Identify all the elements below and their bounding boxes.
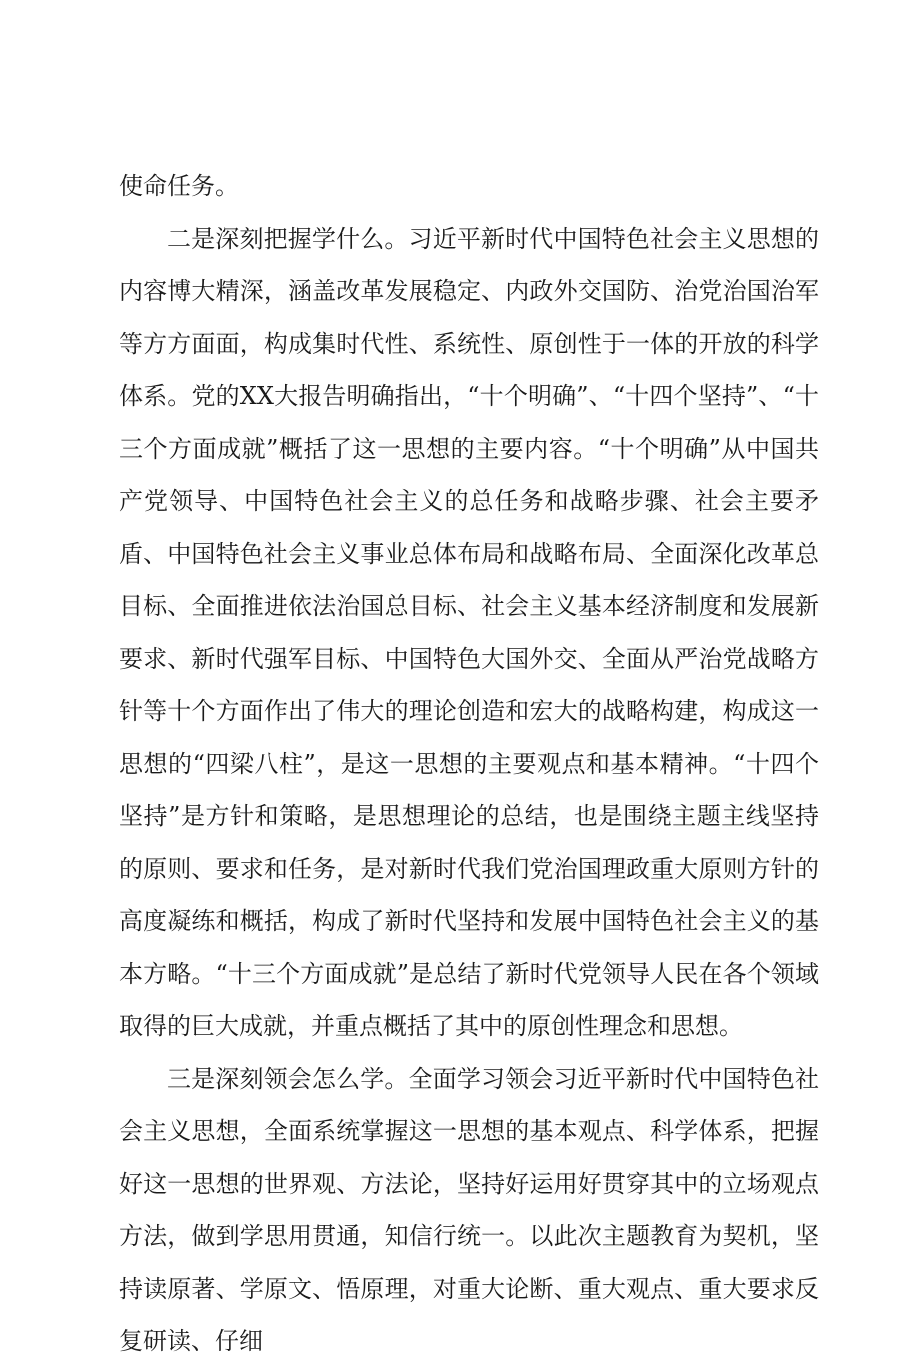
paragraph-what-to-learn: 二是深刻把握学什么。习近平新时代中国特色社会主义思想的内容博大精深，涵盖改革发展稳定、内政外交国防、治党治国治军等方方面面，构成集时代性、系统性、原创性于一体的开放的科学体系。党的XX大报告明确指出，“十个明确”、“十四个坚持”、“十三个方面成就”概括了这一思想的主要内容。“十个明确”从中国共产党领导、中国特色社会主义的总任务和战略步骤、社会主要矛盾、中国特色社会主义事业总体布局和战略布局、全面深化改革总目标、全面推进依法治国总目标、社会主义基本经济制度和发展新要求、新时代强军目标、中国特色大国外交、全面从严治党战略方针等十个方面作出了伟大的理论创造和宏大的战略构建，构成这一思想的“四梁八柱”，是这一思想的主要观点和基本精神。“十四个坚持”是方针和策略，是思想理论的总结，也是围绕主题主线坚持的原则、要求和任务，是对新时代我们党治国理政重大原则方针的高度凝练和概括，构成了新时代坚持和发展中国特色社会主义的基本方略。“十三个方面成就”是总结了新时代党领导人民在各个领域取得的巨大成就，并重点概括了其中的原创性理念和思想。 (119, 224, 819, 1040)
paragraph-how-to-learn: 三是深刻领会怎么学。全面学习领会习近平新时代中国特色社会主义思想，全面系统掌握这一思想的基本观点、科学体系，把握好这一思想的世界观、方法论，坚持好运用好贯穿其中的立场观点方法，做到学思用贯通，知信行统一。以此次主题教育为契机，坚持读原著、学原文、悟原理，对重大论断、重大观点、重大要求反复研读、仔细 (119, 1064, 819, 1355)
document-body (119, 160, 819, 1368)
paragraph-continuation: 使命任务。 (119, 172, 239, 200)
